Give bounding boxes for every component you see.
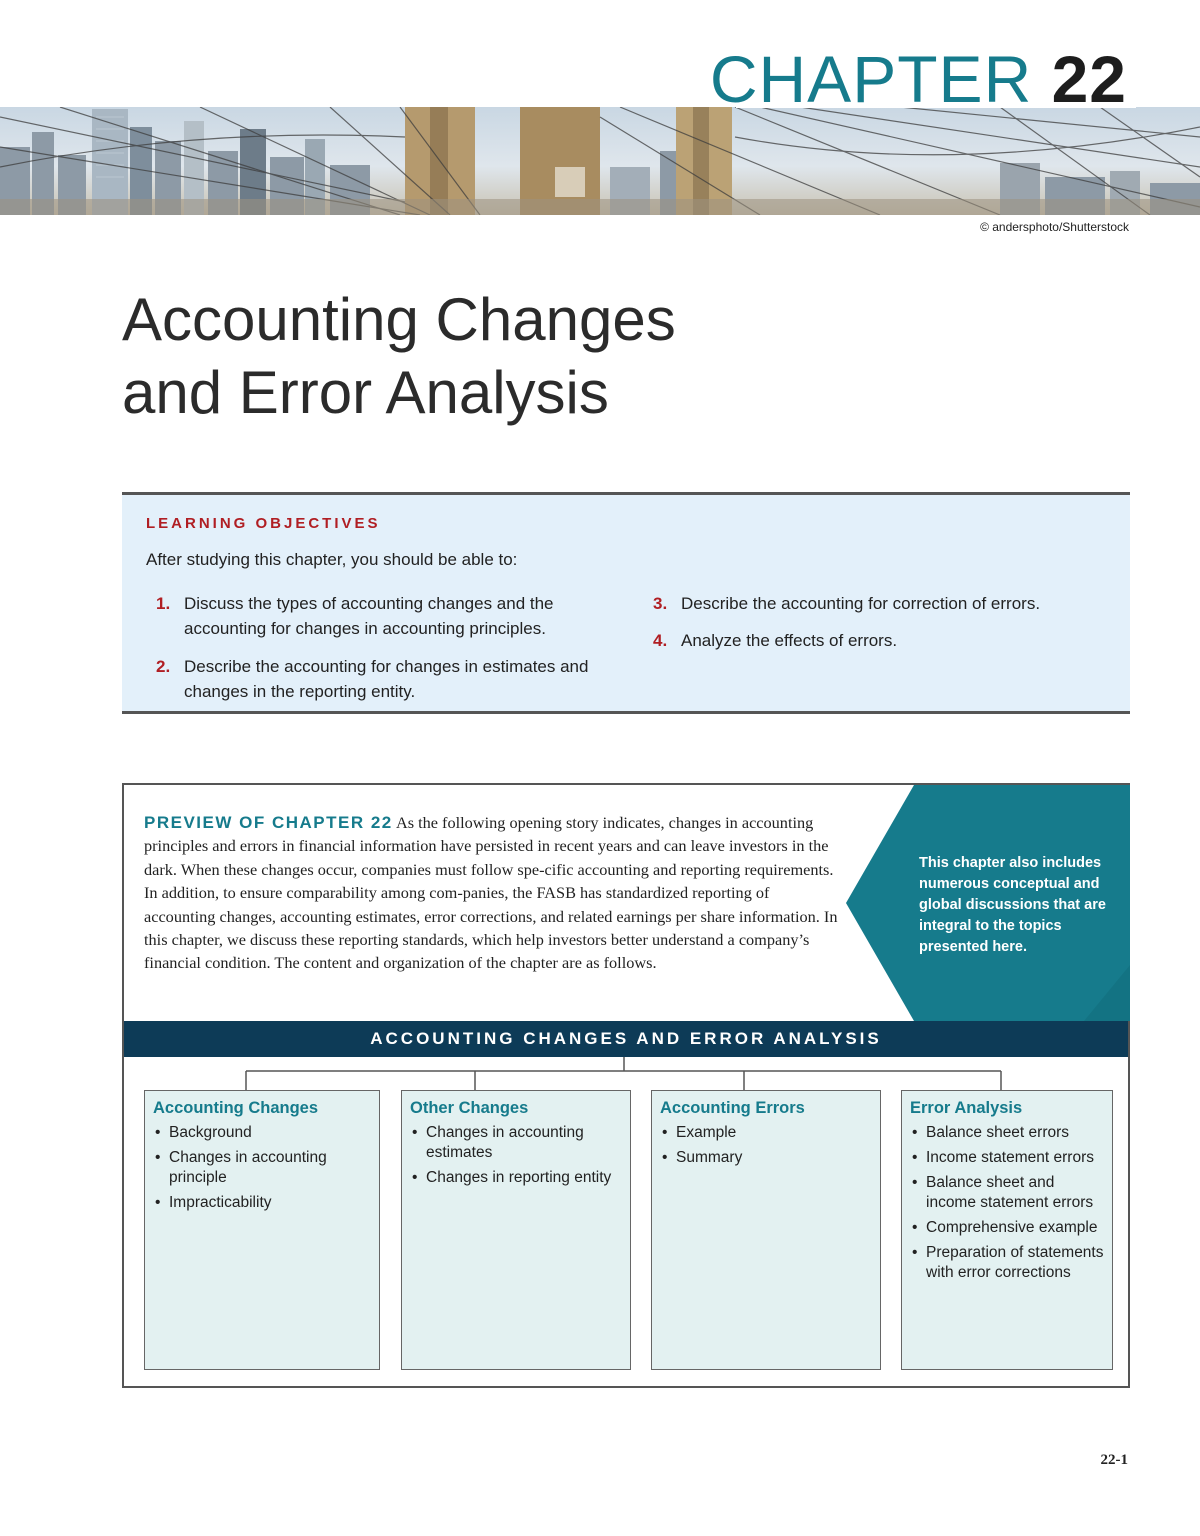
bullet-icon: • [912,1219,918,1236]
chapter-word: CHAPTER [709,42,1033,116]
column-title: Other Changes [410,1099,529,1117]
topic-text: Preparation of statements with error corrections [926,1244,1104,1281]
column-other-changes [401,1090,631,1370]
chapter-title [122,283,676,429]
header-photo [0,107,1200,215]
learning-objectives-intro: After studying this chapter, you should be able to: [146,550,518,569]
bullet-icon: • [912,1124,918,1141]
organization-band-title: ACCOUNTING CHANGES AND ERROR ANALYSIS [124,1021,1128,1057]
preview-paragraph [144,811,844,975]
column-topic [910,1243,1104,1283]
page-number: 22-1 [1100,1452,1128,1468]
column-accounting-changes [144,1090,380,1370]
bullet-icon: • [912,1174,918,1191]
learning-objective-3 [653,591,1113,616]
bullet-icon: • [155,1194,161,1211]
objective-number: 4. [653,631,668,650]
callout-note: This chapter also includes numerous conceptual and global discussions that are integral to the topics presented here. [919,855,1106,955]
column-topic [910,1218,1104,1238]
bullet-icon: • [412,1169,418,1186]
column-topic-list [153,1123,371,1213]
preview-lead: PREVIEW OF CHAPTER 22 [144,813,393,832]
topic-text: Impracticability [169,1194,272,1211]
objective-number: 3. [653,594,668,613]
column-topic [660,1148,872,1168]
column-topic-list [910,1123,1104,1283]
column-topic-list [410,1123,622,1188]
column-topic [153,1193,371,1213]
column-topic [410,1123,622,1163]
photo-credit: © andersphoto/Shutterstock [980,220,1129,234]
learning-objective-2 [156,654,596,704]
chapter-title-line-2: and Error Analysis [122,359,609,426]
bullet-icon: • [662,1124,668,1141]
topic-text: Changes in reporting entity [426,1169,612,1186]
topic-text: Background [169,1124,252,1141]
column-topic [410,1168,622,1188]
learning-objectives-box [122,492,1130,714]
bullet-icon: • [912,1244,918,1261]
chapter-preview-box [122,783,1130,1388]
chapter-label [709,42,1127,116]
organization-chart-connectors [124,1057,1128,1091]
column-accounting-errors [651,1090,881,1370]
objective-text: Describe the accounting for correction of errors. [681,594,1041,613]
column-title: Accounting Changes [153,1099,319,1117]
chapter-number: 22 [1051,42,1127,116]
objective-number: 2. [156,657,171,676]
column-topic [660,1123,872,1143]
bullet-icon: • [912,1149,918,1166]
topic-text: Income statement errors [926,1149,1094,1166]
topic-text: Example [676,1124,737,1141]
learning-objective-4 [653,628,1113,653]
column-topic [910,1123,1104,1143]
objective-text: Discuss the types of accounting changes and the accounting for changes in accounting principles. [184,594,554,638]
objective-text: Describe the accounting for changes in estimates and changes in the reporting entity. [184,657,589,701]
topic-text: Summary [676,1149,743,1166]
learning-objective-1 [156,591,596,641]
topic-text: Comprehensive example [926,1219,1098,1236]
column-topic [910,1173,1104,1213]
column-title: Error Analysis [910,1099,1023,1117]
objective-text: Analyze the effects of errors. [681,631,898,650]
column-topic [910,1148,1104,1168]
bullet-icon: • [155,1124,161,1141]
topic-text: Changes in accounting principle [169,1149,327,1186]
column-topic [153,1123,371,1143]
column-error-analysis [901,1090,1113,1370]
topic-text: Balance sheet and income statement errors [926,1174,1094,1211]
topic-text: Balance sheet errors [926,1124,1070,1141]
bridge-skyline-illustration [0,107,1200,215]
preview-body: As the following opening story indicates, changes in accounting principles and errors in financial information have persisted in recent years and can leave investors in the dark. When these changes occur, companies must follow spe-cific accounting and reporting requirements. In addition, to ensure comparability among com-panies, the FASB has standardized reporting of accounting changes, accounting estimates, error corrections, and related earnings per share information. In this chapter, we discuss these reporting standards, which help investors better understand a company’s financial condition. The content and organization of the chapter are as follows. [144,813,838,973]
objective-number: 1. [156,594,171,613]
column-topic-list [660,1123,872,1168]
bullet-icon: • [412,1124,418,1141]
chapter-title-line-1: Accounting Changes [122,286,676,353]
bullet-icon: • [662,1149,668,1166]
bullet-icon: • [155,1149,161,1166]
column-topic [153,1148,371,1188]
topic-text: Changes in accounting estimates [426,1124,584,1161]
learning-objectives-heading: LEARNING OBJECTIVES [146,515,381,532]
column-title: Accounting Errors [660,1099,805,1117]
